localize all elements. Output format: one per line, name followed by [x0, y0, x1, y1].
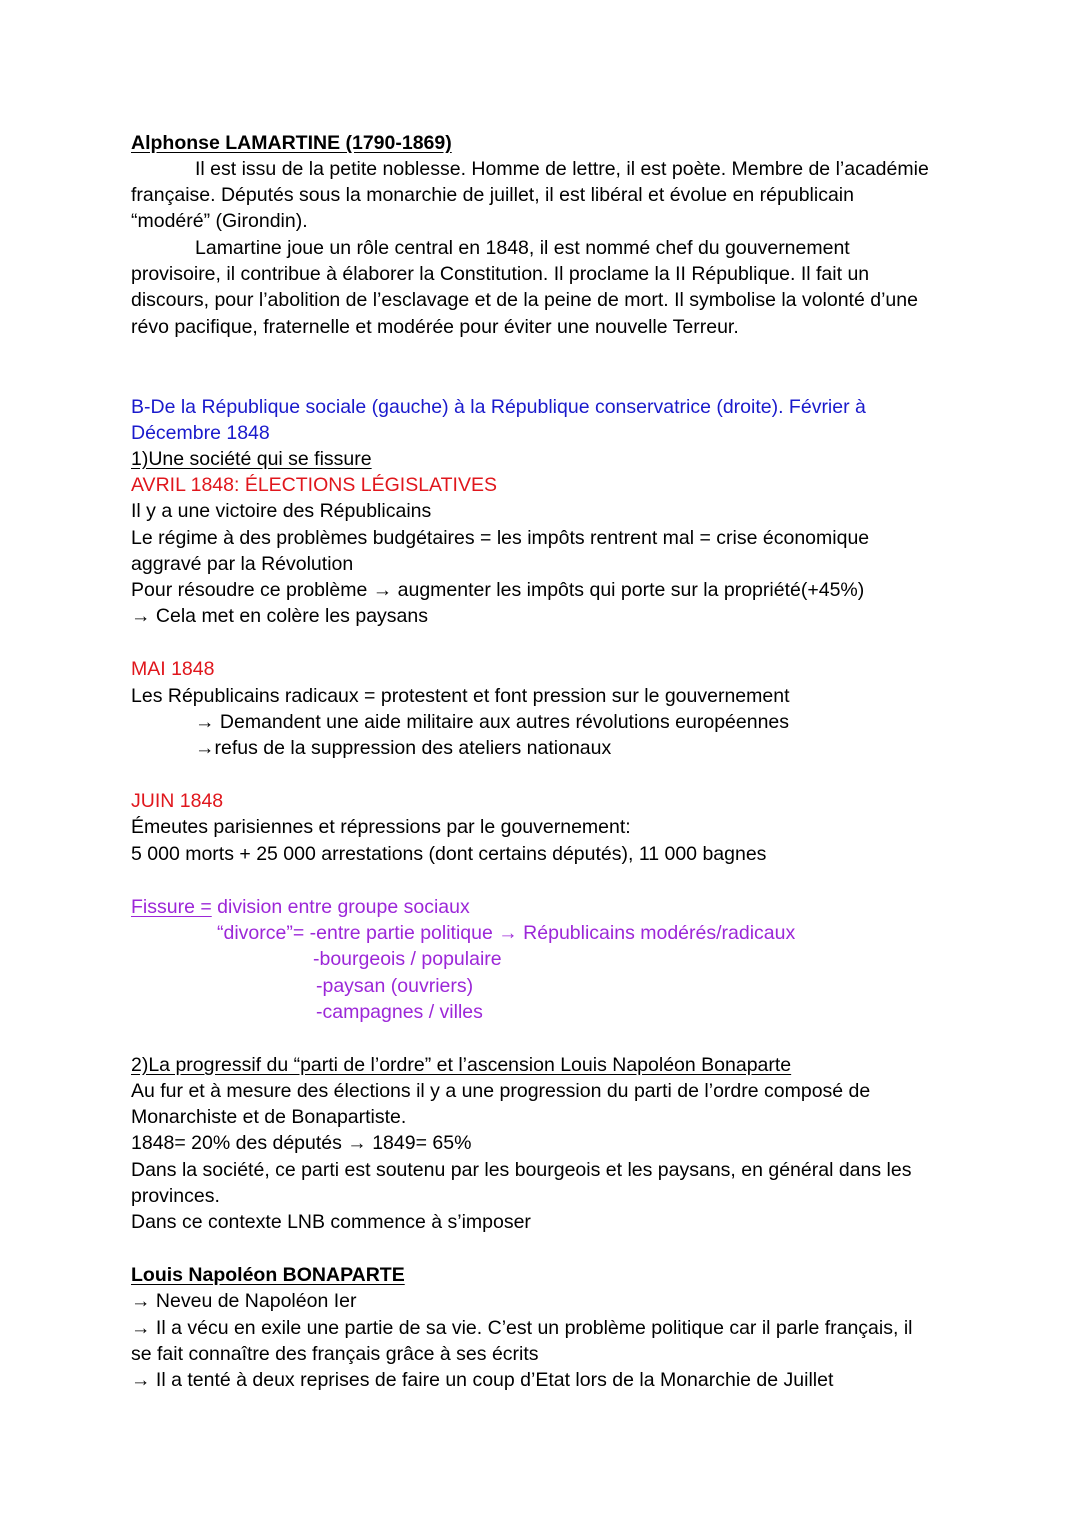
body-line: 5 000 morts + 25 000 arrestations (dont certains députés), 11 000 bagnes — [131, 843, 767, 865]
fissure-definition — [131, 894, 470, 920]
body-line: Émeutes parisiennes et répressions par le gouvernement: — [131, 816, 631, 838]
body-line: 1848= 20% des députés → 1849= 65% — [131, 1132, 472, 1154]
divorce-item: -bourgeois / populaire — [313, 948, 502, 970]
body-line: Dans ce contexte LNB commence à s’imposer — [131, 1211, 531, 1233]
body-line: → Il a vécu en exile une partie de sa vie. C’est un problème politique car il parle français, il — [131, 1317, 913, 1339]
fissure-text: division entre groupe sociaux — [211, 896, 470, 918]
body-line: Le régime à des problèmes budgétaires = les impôts rentrent mal = crise économique — [131, 527, 870, 549]
body-line: → Il a tenté à deux reprises de faire un coup d’Etat lors de la Monarchie de Juillet — [131, 1369, 834, 1391]
part1-heading: 1)Une société qui se fissure — [131, 448, 372, 470]
date-heading-avril: AVRIL 1848: ÉLECTIONS LÉGISLATIVES — [131, 474, 497, 496]
body-line: Les Républicains radicaux = protestent et font pression sur le gouvernement — [131, 685, 790, 707]
divorce-item: -paysan (ouvriers) — [316, 975, 474, 997]
lamartine-text: révo pacifique, fraternelle et modérée pour éviter une nouvelle Terreur. — [131, 316, 739, 338]
lamartine-text: discours, pour l’abolition de l’esclavage et de la peine de mort. Il symbolise la volonté d’une — [131, 289, 918, 311]
body-line: →refus de la suppression des ateliers nationaux — [195, 737, 612, 759]
date-heading-mai: MAI 1848 — [131, 658, 215, 680]
divorce-item: -campagnes / villes — [316, 1001, 483, 1023]
body-line: Il y a une victoire des Républicains — [131, 500, 432, 522]
body-line: aggravé par la Révolution — [131, 553, 354, 575]
section-b-heading: B-De la République sociale (gauche) à la République conservatrice (droite). Février à — [131, 396, 866, 418]
body-line: Au fur et à mesure des élections il y a une progression du parti de l’ordre composé de — [131, 1080, 871, 1102]
body-line: provinces. — [131, 1185, 220, 1207]
lamartine-text: Lamartine joue un rôle central en 1848, il est nommé chef du gouvernement — [195, 237, 850, 259]
body-line: → Demandent une aide militaire aux autres révolutions européennes — [195, 711, 790, 733]
body-line: Pour résoudre ce problème → augmenter les impôts qui porte sur la propriété(+45%) — [131, 579, 865, 601]
lamartine-text: “modéré” (Girondin). — [131, 210, 308, 232]
body-line: se fait connaître des français grâce à ses écrits — [131, 1343, 539, 1365]
lamartine-text: Il est issu de la petite noblesse. Homme de lettre, il est poète. Membre de l’académie — [195, 158, 929, 180]
lnb-heading: Louis Napoléon BONAPARTE — [131, 1264, 405, 1286]
body-line: → Cela met en colère les paysans — [131, 605, 428, 627]
body-line: Dans la société, ce parti est soutenu par les bourgeois et les paysans, en général dans les — [131, 1159, 912, 1181]
lamartine-text: française. Députés sous la monarchie de juillet, il est libéral et évolue en républicain — [131, 184, 854, 206]
lamartine-heading: Alphonse LAMARTINE (1790-1869) — [131, 132, 452, 154]
body-line: Monarchiste et de Bonapartiste. — [131, 1106, 407, 1128]
body-line: → Neveu de Napoléon Ier — [131, 1290, 357, 1312]
fissure-term: Fissure = — [131, 896, 212, 918]
divorce-line: “divorce”= -entre partie politique → Républicains modérés/radicaux — [217, 922, 796, 944]
date-heading-juin: JUIN 1848 — [131, 790, 224, 812]
part2-heading: 2)La progressif du “parti de l’ordre” et l’ascension Louis Napoléon Bonaparte — [131, 1054, 792, 1076]
lamartine-text: provisoire, il contribue à élaborer la Constitution. Il proclame la II République. Il fait un — [131, 263, 870, 285]
section-b-heading: Décembre 1848 — [131, 422, 270, 444]
